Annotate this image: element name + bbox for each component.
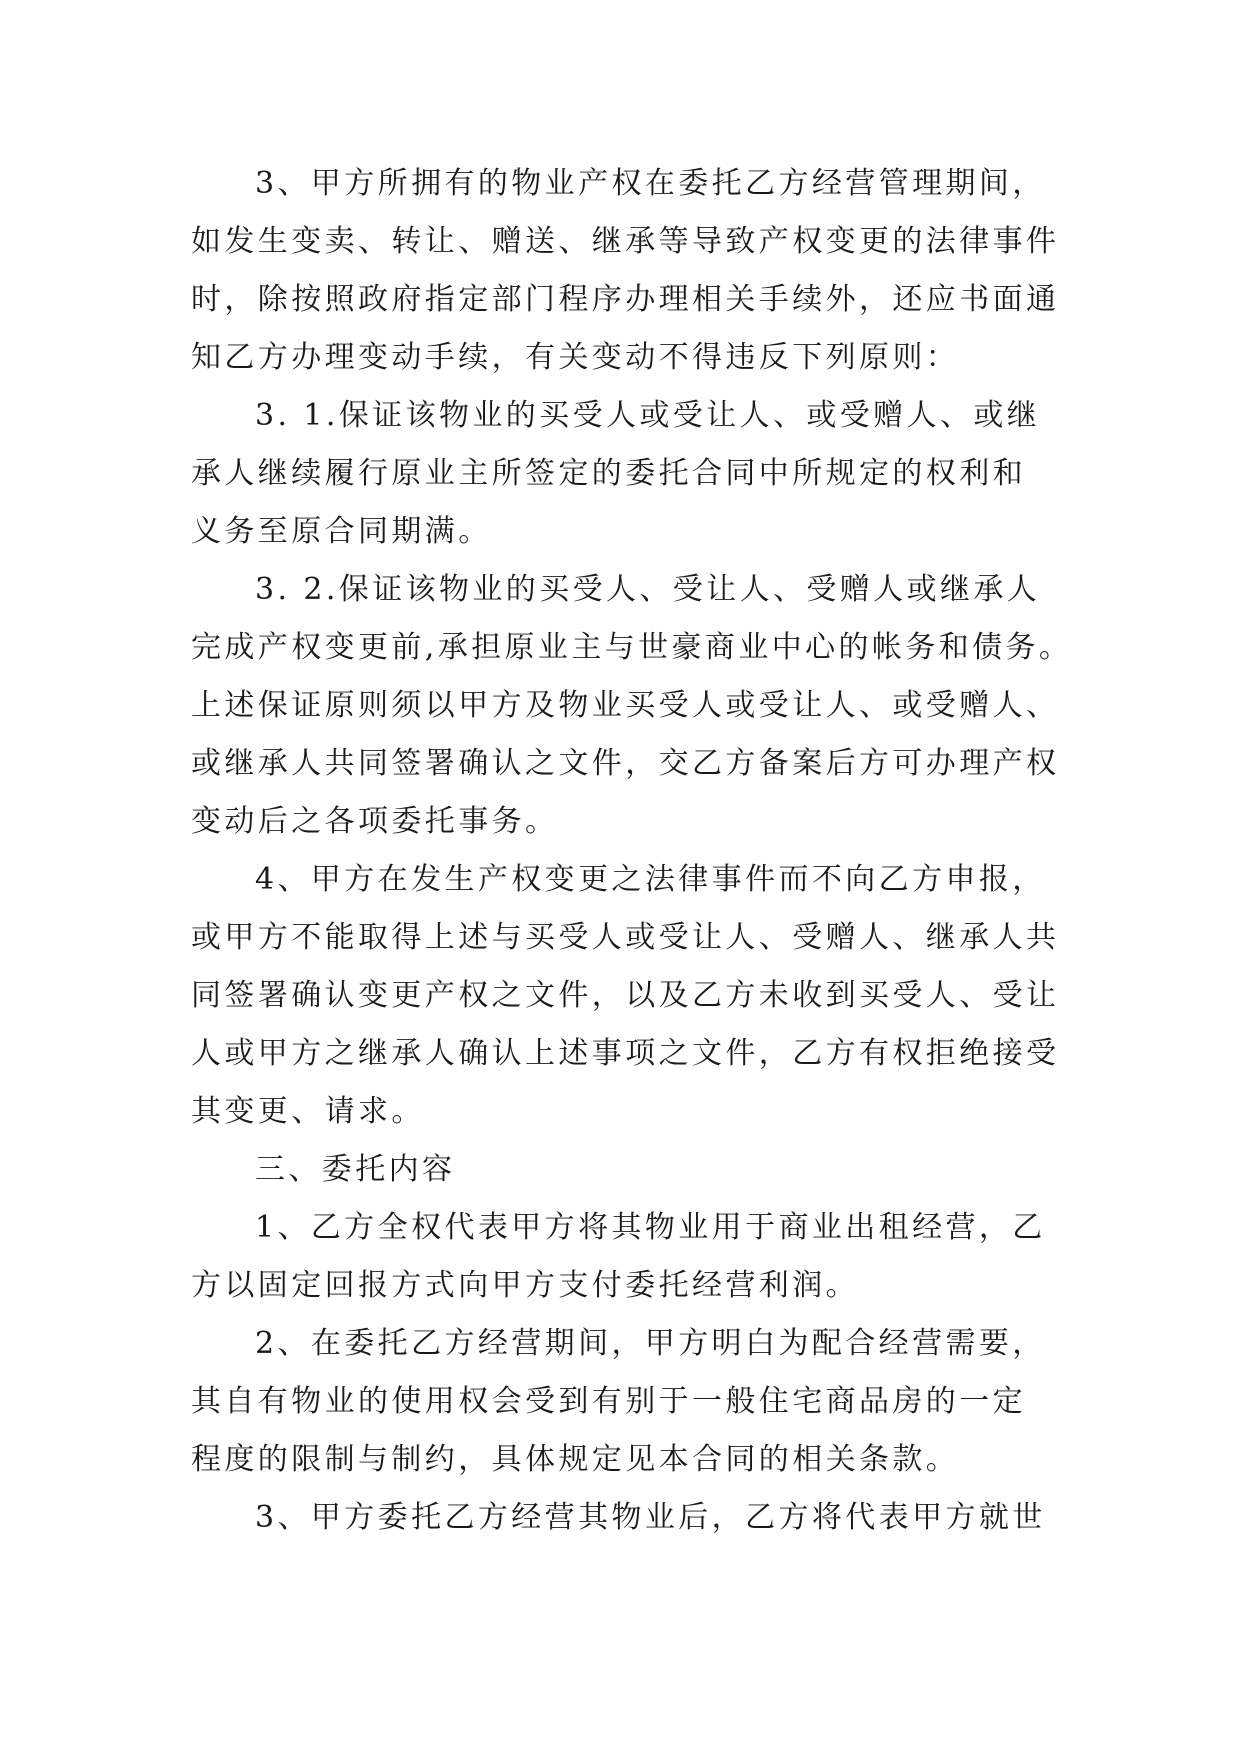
text-line: 4、甲方在发生产权变更之法律事件而不向乙方申报，: [255, 862, 1046, 897]
text-line: 2、在委托乙方经营期间，甲方明白为配合经营需要，: [255, 1326, 1046, 1361]
contract-body-text: [191, 155, 1071, 1547]
text-line: 知乙方办理变动手续，有关变动不得违反下列原则：: [191, 340, 960, 375]
text-line: 完成产权变更前,承担原业主与世豪商业中心的帐务和债务。: [191, 630, 1073, 665]
text-line: 程度的限制与制约，具体规定见本合同的相关条款。: [191, 1442, 960, 1477]
text-line: 如发生变卖、转让、赠送、继承等导致产权变更的法律事件: [191, 224, 1060, 259]
text-line: 变动后之各项委托事务。: [191, 804, 559, 839]
text-line: 或甲方不能取得上述与买受人或受让人、受赠人、继承人共: [191, 920, 1060, 955]
text-line: 方以固定回报方式向甲方支付委托经营利润。: [191, 1268, 859, 1303]
text-line: 3. 1.保证该物业的买受人或受让人、或受赠人、或继: [255, 398, 1041, 433]
text-line: 承人继续履行原业主所签定的委托合同中所规定的权利和: [191, 456, 1026, 491]
text-line: 其自有物业的使用权会受到有别于一般住宅商品房的一定: [191, 1384, 1026, 1419]
text-line: 3. 2.保证该物业的买受人、受让人、受赠人或继承人: [255, 572, 1041, 607]
text-line: 上述保证原则须以甲方及物业买受人或受让人、或受赠人、: [191, 688, 1060, 723]
text-line: 时，除按照政府指定部门程序办理相关手续外，还应书面通: [191, 282, 1060, 317]
text-line: 或继承人共同签署确认之文件，交乙方备案后方可办理产权: [191, 746, 1060, 781]
text-line: 其变更、请求。: [191, 1094, 425, 1129]
text-line: 3、甲方委托乙方经营其物业后，乙方将代表甲方就世: [255, 1500, 1046, 1535]
text-line: 人或甲方之继承人确认上述事项之文件，乙方有权拒绝接受: [191, 1036, 1060, 1071]
text-line: 1、乙方全权代表甲方将其物业用于商业出租经营，乙: [255, 1210, 1046, 1245]
text-line: 3、甲方所拥有的物业产权在委托乙方经营管理期间，: [255, 166, 1046, 201]
text-line: 三、委托内容: [255, 1152, 456, 1187]
text-line: 同签署确认变更产权之文件，以及乙方未收到买受人、受让: [191, 978, 1060, 1013]
text-line: 义务至原合同期满。: [191, 514, 492, 549]
